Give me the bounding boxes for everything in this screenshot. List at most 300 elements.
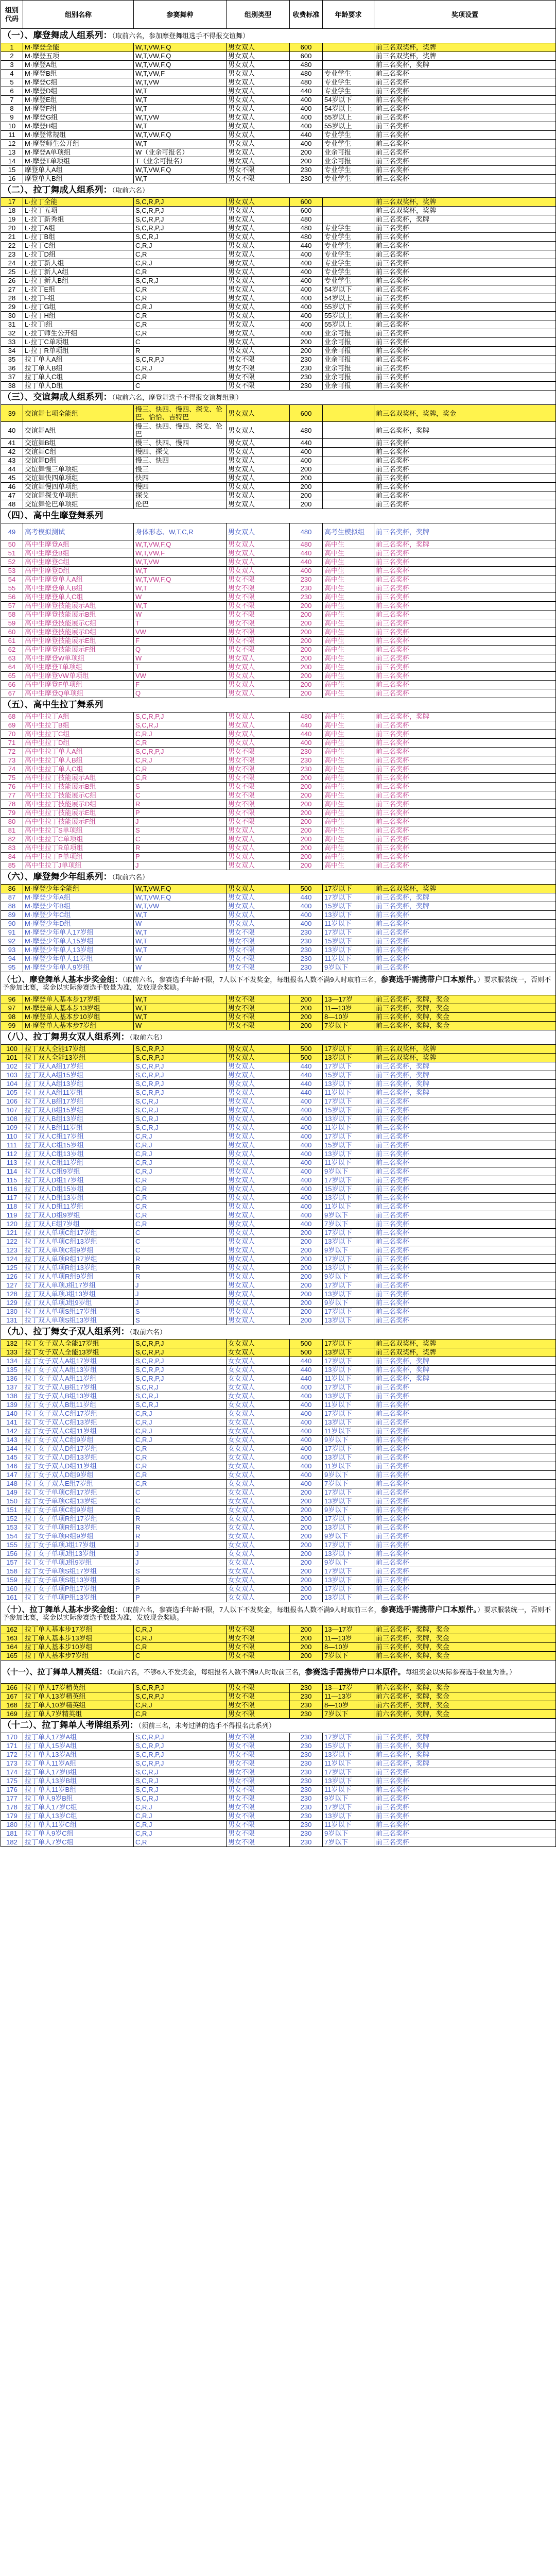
cell-type: 女女双人 — [227, 1392, 290, 1401]
cell-award: 前三名奖杯 — [374, 87, 556, 96]
section-note-row — [1, 972, 556, 995]
cell-award: 前六名奖杯，奖牌，奖金 — [374, 1692, 556, 1701]
cell-dance: S,C,R,J — [134, 1768, 227, 1777]
cell-age: 55岁以上 — [323, 122, 374, 131]
cell-age: 高中生 — [323, 558, 374, 567]
table-row — [1, 1071, 556, 1080]
header-age: 年龄要求 — [323, 1, 374, 29]
cell-code: 95 — [1, 963, 23, 972]
cell-code: 117 — [1, 1194, 23, 1202]
cell-code: 137 — [1, 1383, 23, 1392]
table-row — [1, 800, 556, 809]
cell-award: 前三名奖杯 — [374, 809, 556, 818]
cell-type: 男女不限 — [227, 774, 290, 783]
cell-group-name: 拉丁女子双人C组13岁组 — [23, 1418, 134, 1427]
cell-dance: P — [134, 809, 227, 818]
table-row — [1, 1829, 556, 1838]
section-note: （取前六名） — [129, 1033, 167, 1041]
table-row — [1, 1115, 556, 1124]
cell-fee: 440 — [290, 730, 323, 739]
cell-dance: W,T,VW,F,Q — [134, 131, 227, 140]
cell-age: 17岁以下 — [323, 1515, 374, 1523]
cell-type: 男女不限 — [227, 364, 290, 373]
cell-type: 男女双人 — [227, 259, 290, 268]
cell-group-name: 拉丁女子双人D组17岁组 — [23, 1445, 134, 1453]
cell-fee: 230 — [290, 1786, 323, 1794]
cell-type: 男女不限 — [227, 1625, 290, 1634]
cell-dance: W,T,VW,F,Q — [134, 575, 227, 584]
cell-award: 前三名奖杯 — [374, 1238, 556, 1246]
cell-award: 前三名奖杯 — [374, 1418, 556, 1427]
cell-dance: R — [134, 1515, 227, 1523]
cell-type: 男女不限 — [227, 1684, 290, 1692]
cell-award: 前三名奖杯 — [374, 1211, 556, 1220]
cell-group-name: M·摩登C组 — [23, 78, 134, 87]
cell-type: 男女双人 — [227, 523, 290, 540]
cell-age: 业余可报 — [323, 364, 374, 373]
cell-dance: W — [134, 920, 227, 928]
cell-code: 139 — [1, 1401, 23, 1410]
table-row — [1, 207, 556, 215]
cell-group-name: 拉丁女子单项J组17岁组 — [23, 1541, 134, 1550]
cell-group-name: M·摩登T单项组 — [23, 157, 134, 166]
cell-group-name: 拉丁女子双人E组7岁组 — [23, 1480, 134, 1488]
cell-fee: 480 — [290, 422, 323, 439]
cell-group-name: M·摩登常规组 — [23, 131, 134, 140]
cell-fee: 400 — [290, 312, 323, 320]
cell-code: 130 — [1, 1308, 23, 1316]
cell-code: 136 — [1, 1375, 23, 1383]
table-row — [1, 338, 556, 347]
cell-code: 166 — [1, 1684, 23, 1692]
table-row — [1, 1418, 556, 1427]
table-row — [1, 928, 556, 937]
cell-fee: 400 — [290, 1462, 323, 1471]
cell-age: 高中生 — [323, 540, 374, 549]
cell-age: 17岁以下 — [323, 1567, 374, 1576]
cell-group-name: 高中生拉丁C单项组 — [23, 835, 134, 844]
cell-code: 29 — [1, 303, 23, 312]
cell-type: 男女双人 — [227, 96, 290, 105]
cell-dance: 快四 — [134, 474, 227, 483]
cell-fee: 230 — [290, 1684, 323, 1692]
cell-fee: 230 — [290, 1701, 323, 1710]
cell-type: 女女双人 — [227, 1576, 290, 1585]
cell-dance: S,C,R,P,J — [134, 1080, 227, 1089]
section-heading: （一）、摩登舞成人组系列： — [3, 30, 112, 40]
cell-age: 9岁以下 — [323, 1246, 374, 1255]
cell-dance: T — [134, 663, 227, 672]
cell-code: 10 — [1, 122, 23, 131]
cell-award: 前三名奖杯 — [374, 853, 556, 861]
cell-type: 男女不限 — [227, 1013, 290, 1022]
cell-age: 17岁以下 — [323, 1803, 374, 1812]
cell-type: 男女不限 — [227, 1803, 290, 1812]
cell-age: 专业学生 — [323, 140, 374, 148]
cell-type: 男女不限 — [227, 1838, 290, 1847]
table-row — [1, 1392, 556, 1401]
cell-age: 9岁以下 — [323, 1167, 374, 1176]
cell-award: 前三名奖杯，奖牌 — [374, 1759, 556, 1768]
cell-type: 男女双人 — [227, 1211, 290, 1220]
cell-group-name: M·摩登单人基本步13岁组 — [23, 1004, 134, 1013]
cell-type: 男女不限 — [227, 1821, 290, 1829]
table-row — [1, 233, 556, 242]
cell-age: 11岁以下 — [323, 1401, 374, 1410]
header-dance: 参赛舞种 — [134, 1, 227, 29]
cell-dance: C,R — [134, 1220, 227, 1229]
cell-age: 业余可报 — [323, 355, 374, 364]
cell-award: 前三名奖杯 — [374, 364, 556, 373]
cell-age: 高中生 — [323, 602, 374, 611]
table-row — [1, 1567, 556, 1576]
section-heading: （五）、高中生拉丁舞系列 — [3, 700, 103, 709]
cell-fee: 200 — [290, 809, 323, 818]
cell-award: 前三名奖杯 — [374, 1453, 556, 1462]
cell-award: 前三名奖杯 — [374, 382, 556, 391]
cell-type: 男女双人 — [227, 285, 290, 294]
cell-award: 前六名奖杯，奖牌，奖金 — [374, 1701, 556, 1710]
table-row — [1, 663, 556, 672]
table-row — [1, 1299, 556, 1308]
cell-group-name: 拉丁女子双人B组11岁组 — [23, 1401, 134, 1410]
cell-age: 13岁以下 — [323, 1594, 374, 1602]
cell-dance: C,R,J — [134, 1436, 227, 1445]
cell-age: 11岁以下 — [323, 1375, 374, 1383]
cell-type: 男女双人 — [227, 105, 290, 113]
section-title — [1, 870, 556, 885]
cell-fee: 200 — [290, 619, 323, 628]
cell-fee: 400 — [290, 277, 323, 285]
section-heading: （六）、摩登舞少年组系列： — [3, 872, 112, 882]
table-row — [1, 355, 556, 364]
cell-age: 业余可报 — [323, 347, 374, 355]
cell-fee: 200 — [290, 672, 323, 681]
cell-code: 87 — [1, 893, 23, 902]
cell-dance: C — [134, 1229, 227, 1238]
cell-type: 男女不限 — [227, 611, 290, 619]
cell-group-name: 拉丁女子单项J组9岁组 — [23, 1558, 134, 1567]
cell-type: 男女不限 — [227, 593, 290, 602]
cell-award: 前三名奖杯 — [374, 1185, 556, 1194]
cell-group-name: M·摩登B组 — [23, 70, 134, 78]
table-row — [1, 672, 556, 681]
cell-type: 男女双人 — [227, 1299, 290, 1308]
section-heading: （四）、高中生摩登舞系列 — [3, 511, 103, 520]
table-row — [1, 1471, 556, 1480]
cell-age: 高中生 — [323, 654, 374, 663]
cell-type: 男女双人 — [227, 303, 290, 312]
cell-group-name: 高中生拉丁技能展示A组 — [23, 774, 134, 783]
cell-award: 前三名奖杯 — [374, 1124, 556, 1132]
section-note: （取前六名，不够6人不发奖金，每组报名人数不满9人时取前三名， — [107, 1668, 305, 1676]
cell-code: 119 — [1, 1211, 23, 1220]
cell-code: 101 — [1, 1054, 23, 1062]
cell-group-name: 拉丁单人17岁B组 — [23, 1768, 134, 1777]
cell-age: 11岁以下 — [323, 1089, 374, 1097]
cell-group-name: M·摩登单人基本步17岁组 — [23, 995, 134, 1004]
cell-type: 男女双人 — [227, 140, 290, 148]
table-row — [1, 70, 556, 78]
cell-age: 专业学生 — [323, 242, 374, 250]
cell-age: 8—10岁 — [323, 1701, 374, 1710]
cell-age: 高中生 — [323, 826, 374, 835]
cell-dance: W,T — [134, 1013, 227, 1022]
cell-fee: 400 — [290, 1097, 323, 1106]
cell-dance: C,R,J — [134, 1159, 227, 1167]
cell-fee: 200 — [290, 1594, 323, 1602]
cell-age: 13岁以下 — [323, 1348, 374, 1357]
cell-age: 业余可报 — [323, 382, 374, 391]
cell-age: 9岁以下 — [323, 1558, 374, 1567]
table-row — [1, 329, 556, 338]
table-row — [1, 730, 556, 739]
cell-group-name: 拉丁单人13岁C组 — [23, 1812, 134, 1821]
section-heading: （二）、拉丁舞成人组系列： — [3, 185, 112, 195]
cell-award: 前三名奖杯 — [374, 338, 556, 347]
cell-code: 81 — [1, 826, 23, 835]
cell-award: 前三名奖杯 — [374, 242, 556, 250]
cell-fee: 400 — [290, 96, 323, 105]
table-row — [1, 713, 556, 721]
cell-code: 96 — [1, 995, 23, 1004]
cell-age: 13岁以下 — [323, 911, 374, 920]
cell-age: 17岁以下 — [323, 928, 374, 937]
cell-age: 专业学生 — [323, 87, 374, 96]
cell-fee: 200 — [290, 774, 323, 783]
cell-award: 前三名奖杯 — [374, 1803, 556, 1812]
cell-code: 84 — [1, 853, 23, 861]
cell-award: 前三名奖杯 — [374, 500, 556, 509]
cell-dance: W,T,VW,F,Q — [134, 540, 227, 549]
cell-dance: J — [134, 1541, 227, 1550]
cell-fee: 200 — [290, 995, 323, 1004]
table-row — [1, 1340, 556, 1348]
cell-fee: 200 — [290, 1290, 323, 1299]
cell-age — [323, 500, 374, 509]
cell-fee: 200 — [290, 1541, 323, 1550]
cell-type: 男女双人 — [227, 1089, 290, 1097]
cell-age: 55岁以下 — [323, 303, 374, 312]
cell-type: 女女双人 — [227, 1410, 290, 1418]
table-row — [1, 303, 556, 312]
cell-fee: 200 — [290, 1004, 323, 1013]
cell-dance: C — [134, 1506, 227, 1515]
cell-award: 前六名奖杯，奖牌，奖金 — [374, 1710, 556, 1719]
cell-age: 9岁以下 — [323, 1794, 374, 1803]
cell-code: 89 — [1, 911, 23, 920]
cell-age: 高中生 — [323, 611, 374, 619]
cell-type: 女女双人 — [227, 1480, 290, 1488]
cell-type: 男女双人 — [227, 844, 290, 853]
cell-dance: C,R — [134, 1194, 227, 1202]
cell-fee: 400 — [290, 1427, 323, 1436]
table-row — [1, 131, 556, 140]
cell-code: 52 — [1, 558, 23, 567]
cell-code: 132 — [1, 1340, 23, 1348]
cell-age: 17岁以下 — [323, 1062, 374, 1071]
cell-code: 100 — [1, 1045, 23, 1054]
cell-type: 男女双人 — [227, 1097, 290, 1106]
cell-type: 男女双人 — [227, 911, 290, 920]
cell-award: 前三名奖杯 — [374, 1308, 556, 1316]
cell-award: 前三名奖杯 — [374, 637, 556, 646]
cell-fee: 200 — [290, 628, 323, 637]
cell-fee: 200 — [290, 1643, 323, 1652]
cell-dance: C — [134, 1488, 227, 1497]
cell-age: 专业学生 — [323, 277, 374, 285]
cell-age: 13岁以下 — [323, 1115, 374, 1124]
cell-fee: 400 — [290, 1106, 323, 1115]
cell-dance: S,C,R,P,J — [134, 207, 227, 215]
cell-group-name: M·摩登H组 — [23, 122, 134, 131]
table-row — [1, 1436, 556, 1445]
cell-fee: 200 — [290, 1550, 323, 1558]
cell-age: 13岁以下 — [323, 1150, 374, 1159]
table-row — [1, 619, 556, 628]
cell-group-name: 交谊舞慢四单项组 — [23, 483, 134, 492]
section-note-extra: ）要求服装统一，否则不予参加比赛，奖金以实际参赛选手数量为准，发放现金奖励。 — [3, 1606, 551, 1621]
cell-group-name: 摩登单人B组 — [23, 175, 134, 183]
cell-award: 前三名双奖杯，奖牌 — [374, 885, 556, 893]
cell-fee: 230 — [290, 584, 323, 593]
table-row — [1, 215, 556, 224]
cell-group-name: 拉丁双人单项J组13岁组 — [23, 1290, 134, 1299]
cell-code: 82 — [1, 835, 23, 844]
cell-type: 女女双人 — [227, 1497, 290, 1506]
cell-fee: 400 — [290, 1436, 323, 1445]
cell-dance: C,R,J — [134, 730, 227, 739]
cell-fee: 440 — [290, 558, 323, 567]
section-note: （取前六名，参加摩登舞组选手不得报交谊舞） — [112, 32, 250, 40]
cell-code: 165 — [1, 1652, 23, 1660]
cell-code: 16 — [1, 175, 23, 183]
cell-group-name: M·摩登少年单人13岁组 — [23, 946, 134, 955]
cell-code: 64 — [1, 663, 23, 672]
cell-age: 11岁以下 — [323, 955, 374, 963]
cell-code: 129 — [1, 1299, 23, 1308]
cell-type: 女女双人 — [227, 1357, 290, 1366]
cell-type: 男女双人 — [227, 52, 290, 61]
cell-type: 女女双人 — [227, 1348, 290, 1357]
cell-code: 152 — [1, 1515, 23, 1523]
cell-type: 男女双人 — [227, 1255, 290, 1264]
cell-dance: S — [134, 1567, 227, 1576]
cell-award: 前六名奖杯，奖牌，奖金 — [374, 1684, 556, 1692]
cell-dance: R — [134, 1523, 227, 1532]
cell-age: 55岁以上 — [323, 113, 374, 122]
table-row — [1, 575, 556, 584]
cell-type: 男女双人 — [227, 1045, 290, 1054]
cell-group-name: 高中生摩登T单项组 — [23, 663, 134, 672]
cell-type: 男女双人 — [227, 861, 290, 870]
cell-code: 115 — [1, 1176, 23, 1185]
cell-code: 7 — [1, 96, 23, 105]
table-row — [1, 1759, 556, 1768]
cell-dance: C,R — [134, 1453, 227, 1462]
cell-group-name: 拉丁双人C组9岁组 — [23, 1167, 134, 1176]
cell-fee: 400 — [290, 1480, 323, 1488]
cell-age: 17岁以下 — [323, 1045, 374, 1054]
table-row — [1, 1427, 556, 1436]
table-row — [1, 52, 556, 61]
cell-dance: W,T,VW,F,Q — [134, 43, 227, 52]
table-row — [1, 456, 556, 465]
cell-award: 前三名奖杯 — [374, 1794, 556, 1803]
cell-award: 前三名奖杯 — [374, 1506, 556, 1515]
cell-dance: C,R — [134, 1445, 227, 1453]
cell-fee: 440 — [290, 1089, 323, 1097]
cell-type: 男女双人 — [227, 902, 290, 911]
cell-group-name: L·拉丁B组 — [23, 233, 134, 242]
cell-dance: R — [134, 800, 227, 809]
cell-code: 144 — [1, 1445, 23, 1453]
cell-group-name: 拉丁女子单项R组13岁组 — [23, 1523, 134, 1532]
cell-group-name: 交谊舞D组 — [23, 456, 134, 465]
cell-age: 专业学生 — [323, 70, 374, 78]
section-title-row — [1, 698, 556, 713]
cell-dance: 慢三、快四、慢四、探戈、伦巴、恰恰、吉特巴 — [134, 405, 227, 422]
table-row — [1, 113, 556, 122]
cell-award: 前三名奖杯，奖牌，奖金 — [374, 1652, 556, 1660]
cell-type: 女女双人 — [227, 1515, 290, 1523]
cell-award: 前三名奖杯，奖牌，奖金 — [374, 1634, 556, 1643]
table-row — [1, 791, 556, 800]
table-row — [1, 946, 556, 955]
cell-type: 男女不限 — [227, 382, 290, 391]
cell-award: 前三名奖杯，奖牌 — [374, 1742, 556, 1751]
cell-group-name: L·拉丁G组 — [23, 303, 134, 312]
cell-age: 15岁以下 — [323, 937, 374, 946]
cell-award: 前三名奖杯，奖牌 — [374, 1375, 556, 1383]
cell-group-name: 高中生拉丁J单项组 — [23, 861, 134, 870]
table-row — [1, 567, 556, 575]
cell-code: 9 — [1, 113, 23, 122]
cell-fee: 400 — [290, 1141, 323, 1150]
cell-dance: C,R,J — [134, 1150, 227, 1159]
cell-group-name: 拉丁双人C组11岁组 — [23, 1159, 134, 1167]
cell-dance: C,R,J — [134, 303, 227, 312]
cell-award: 前三名奖杯，奖牌 — [374, 902, 556, 911]
table-row — [1, 405, 556, 422]
table-row — [1, 549, 556, 558]
cell-group-name: M·摩登少年单人11岁组 — [23, 955, 134, 963]
cell-type: 男女双人 — [227, 654, 290, 663]
cell-fee: 200 — [290, 646, 323, 654]
cell-award: 前三名奖杯，奖牌，奖金 — [374, 1022, 556, 1030]
cell-dance: W,T,VW,F,Q — [134, 52, 227, 61]
cell-type: 女女双人 — [227, 1506, 290, 1515]
table-row — [1, 885, 556, 893]
cell-fee: 400 — [290, 1176, 323, 1185]
cell-code: 113 — [1, 1159, 23, 1167]
cell-type: 女女双人 — [227, 1488, 290, 1497]
cell-award: 前三名奖杯 — [374, 1246, 556, 1255]
table-row — [1, 1488, 556, 1497]
section-note: （取前六名） — [112, 873, 149, 881]
cell-group-name: 高中生摩登单人C组 — [23, 593, 134, 602]
cell-code: 72 — [1, 748, 23, 756]
cell-dance: S,C,R,P,J — [134, 1366, 227, 1375]
cell-group-name: 高中生拉丁B组 — [23, 721, 134, 730]
cell-group-name: 拉丁单人基本步10岁组 — [23, 1643, 134, 1652]
cell-fee: 230 — [290, 765, 323, 774]
cell-code: 161 — [1, 1594, 23, 1602]
cell-award: 前三名奖杯 — [374, 1532, 556, 1541]
table-row — [1, 242, 556, 250]
cell-award: 前三名双奖杯，奖牌 — [374, 198, 556, 207]
cell-fee: 200 — [290, 1264, 323, 1273]
